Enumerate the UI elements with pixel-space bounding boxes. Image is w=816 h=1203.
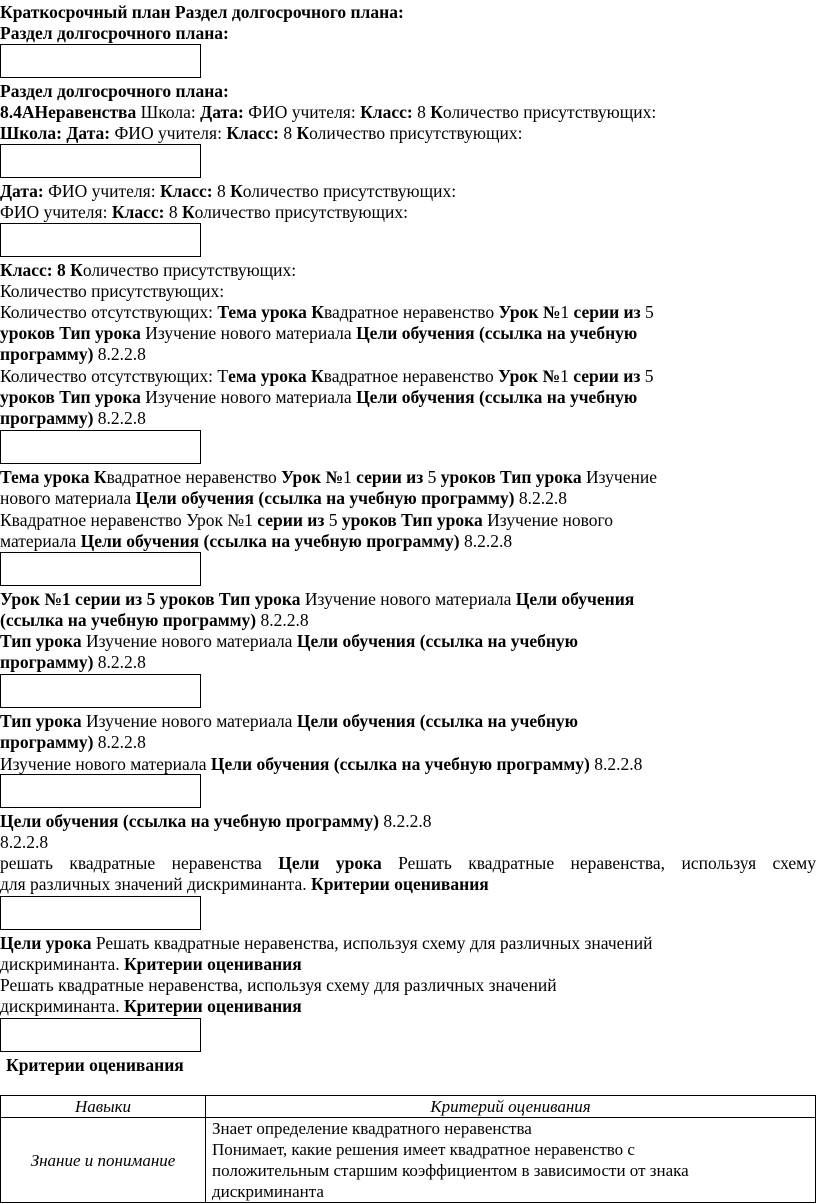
skill-cell: Знание и понимание (1, 1118, 206, 1203)
column-header-criteria: Критерий оценивания (206, 1096, 816, 1118)
text-line: Тип урока Изучение нового материала Цели обучения (ссылка на учебную (0, 631, 579, 651)
empty-cell-box (0, 552, 201, 586)
criteria-line: Понимает, какие решения имеет квадратное неравенство с (212, 1140, 635, 1159)
text-line: уроков Тип урока Изучение нового материала Цели обучения (ссылка на учебную (0, 323, 638, 343)
text-line: Раздел долгосрочного плана: (0, 23, 229, 43)
empty-cell-box (0, 144, 201, 178)
text-line: ФИО учителя: Класс: 8 Количество присутствующих: (0, 202, 408, 222)
table-header-row (1, 1096, 816, 1118)
text-line: программу) 8.2.2.8 (0, 344, 146, 364)
empty-cell-box (0, 1018, 201, 1052)
text-line: Тема урока Квадратное неравенство Урок №1 серии из 5 уроков Тип урока Изучение (0, 467, 657, 487)
text-line: Критерии оценивания (6, 1055, 184, 1075)
text-line: решать квадратные неравенства Цели урока Решать квадратные неравенства, используя схему (0, 853, 816, 873)
criteria-line: положительным старшим коэффициентом в зависимости от знака (212, 1161, 689, 1180)
text-line: 8.4АНеравенства Школа: Дата: ФИО учителя: Класс: 8 Количество присутствующих: (0, 102, 657, 122)
criteria-line: Знает определение квадратного неравенства (212, 1119, 532, 1138)
text-line: дискриминанта. Критерии оценивания (0, 996, 302, 1016)
text-line: нового материала Цели обучения (ссылка на учебную программу) 8.2.2.8 (0, 488, 567, 508)
text-line: Раздел долгосрочного плана: (0, 81, 229, 101)
table-row (1, 1118, 816, 1203)
column-header-skills: Навыки (1, 1096, 206, 1118)
text-line: Школа: Дата: ФИО учителя: Класс: 8 Количество присутствующих: (0, 123, 523, 143)
text-line: Цели обучения (ссылка на учебную программу) 8.2.2.8 (0, 811, 432, 831)
empty-cell-box (0, 896, 201, 930)
text-line: Количество отсутствующих: Тема урока Квадратное неравенство Урок №1 серии из 5 (0, 366, 654, 386)
text-line: Дата: ФИО учителя: Класс: 8 Количество присутствующих: (0, 181, 457, 201)
text-line: Краткосрочный план Раздел долгосрочного плана: (0, 2, 404, 22)
empty-cell-box (0, 223, 201, 257)
text-line: материала Цели обучения (ссылка на учебную программу) 8.2.2.8 (0, 531, 513, 551)
text-line: Урок №1 серии из 5 уроков Тип урока Изучение нового материала Цели обучения (0, 589, 635, 609)
criteria-cell (206, 1118, 816, 1203)
text-line: Изучение нового материала Цели обучения (ссылка на учебную программу) 8.2.2.8 (0, 754, 643, 774)
text-line: уроков Тип урока Изучение нового материала Цели обучения (ссылка на учебную (0, 387, 638, 407)
text-line: Класс: 8 Количество присутствующих: (0, 260, 297, 280)
text-line: Тип урока Изучение нового материала Цели обучения (ссылка на учебную (0, 711, 579, 731)
text-line: 8.2.2.8 (0, 832, 49, 852)
empty-cell-box (0, 674, 201, 708)
text-line: для различных значений дискриминанта. Критерии оценивания (0, 874, 489, 894)
text-line: Решать квадратные неравенства, используя схему для различных значений (0, 975, 557, 995)
text-line: программу) 8.2.2.8 (0, 732, 146, 752)
text-line: Цели урока Решать квадратные неравенства, используя схему для различных значений (0, 933, 653, 953)
text-line: Квадратное неравенство Урок №1 серии из 5 уроков Тип урока Изучение нового (0, 510, 613, 530)
empty-cell-box (0, 774, 201, 808)
text-line: программу) 8.2.2.8 (0, 652, 146, 672)
text-line: Количество отсутствующих: Тема урока Квадратное неравенство Урок №1 серии из 5 (0, 302, 654, 322)
text-line: Количество присутствующих: (0, 281, 225, 301)
empty-cell-box (0, 430, 201, 464)
empty-cell-box (0, 44, 201, 78)
text-line: (ссылка на учебную программу) 8.2.2.8 (0, 610, 309, 630)
text-line: программу) 8.2.2.8 (0, 408, 146, 428)
assessment-criteria-table (0, 1095, 816, 1203)
text-line: дискриминанта. Критерии оценивания (0, 954, 302, 974)
criteria-line: дискриминанта (212, 1182, 324, 1201)
